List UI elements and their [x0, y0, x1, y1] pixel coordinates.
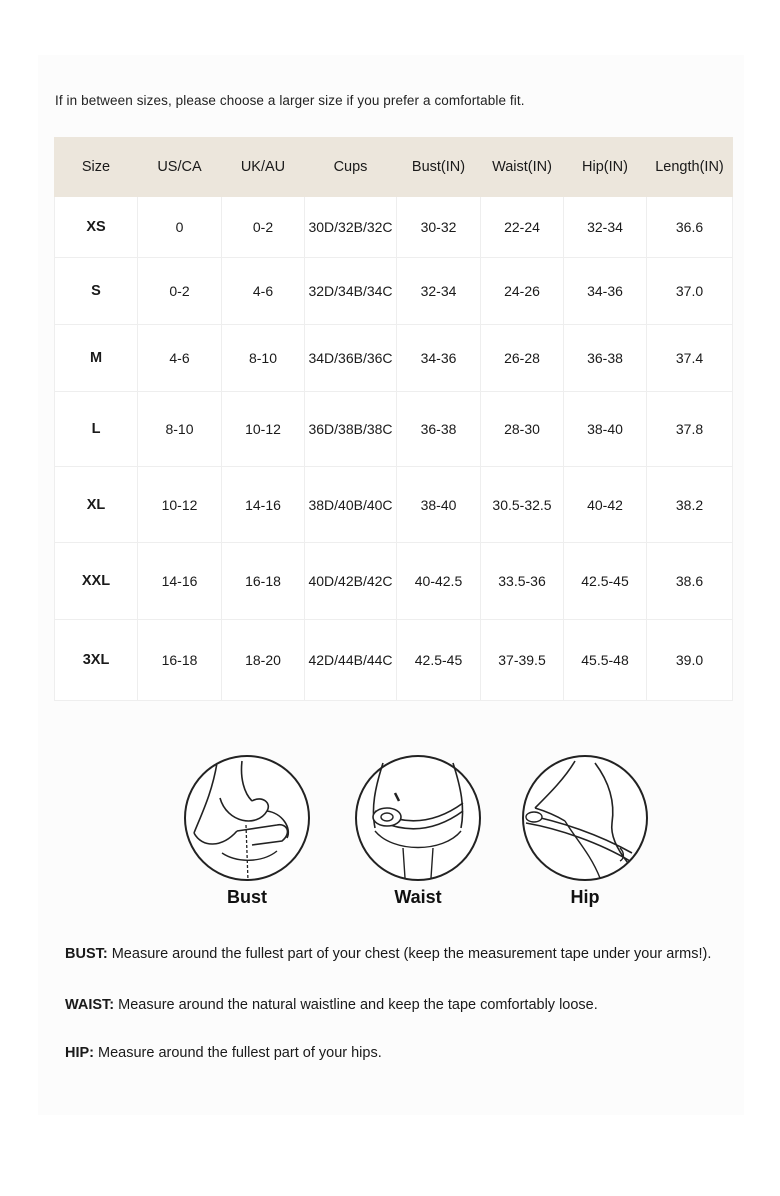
- hip-term: HIP:: [65, 1045, 94, 1061]
- table-cell: 10-12: [138, 467, 222, 543]
- table-cell: 37.0: [647, 258, 733, 325]
- table-cell: 38D/40B/40C: [305, 467, 397, 543]
- bust-text: Measure around the fullest part of your chest (keep the measurement tape under your arms!).: [107, 946, 712, 962]
- waist-label: Waist: [394, 887, 442, 907]
- table-cell: 36D/38B/38C: [305, 392, 397, 467]
- table-cell: 45.5-48: [564, 620, 647, 701]
- table-cell: 32-34: [397, 258, 481, 325]
- size-cell: XS: [55, 197, 138, 258]
- table-cell: 38-40: [397, 467, 481, 543]
- table-cell: 16-18: [222, 543, 305, 620]
- table-cell: 32-34: [564, 197, 647, 258]
- table-cell: 37.8: [647, 392, 733, 467]
- table-cell: 42.5-45: [397, 620, 481, 701]
- waist-figure: [348, 753, 488, 908]
- table-cell: 42D/44B/44C: [305, 620, 397, 701]
- table-row: [55, 258, 733, 325]
- table-row: [55, 325, 733, 392]
- table-row: [55, 197, 733, 258]
- table-cell: 26-28: [481, 325, 564, 392]
- sizing-note: If in between sizes, please choose a larger size if you prefer a comfortable fit.: [55, 93, 525, 108]
- table-cell: 36-38: [564, 325, 647, 392]
- table-cell: 30.5-32.5: [481, 467, 564, 543]
- table-header-row: [55, 138, 733, 197]
- table-cell: 0-2: [222, 197, 305, 258]
- table-cell: 10-12: [222, 392, 305, 467]
- table-cell: 4-6: [138, 325, 222, 392]
- hip-measure-icon: [520, 753, 650, 883]
- size-cell: S: [55, 258, 138, 325]
- waist-text: Measure around the natural waistline and keep the tape comfortably loose.: [114, 997, 598, 1013]
- table-cell: 8-10: [138, 392, 222, 467]
- table-row: [55, 392, 733, 467]
- hip-text: Measure around the fullest part of your hips.: [94, 1045, 382, 1061]
- table-cell: 4-6: [222, 258, 305, 325]
- size-cell: XL: [55, 467, 138, 543]
- table-cell: 34-36: [397, 325, 481, 392]
- table-row: [55, 620, 733, 701]
- column-header: US/CA: [138, 138, 222, 197]
- column-header: Bust(IN): [397, 138, 481, 197]
- hip-instruction: [65, 1045, 382, 1061]
- table-cell: 24-26: [481, 258, 564, 325]
- table-cell: 18-20: [222, 620, 305, 701]
- table-cell: 28-30: [481, 392, 564, 467]
- bust-term: BUST:: [65, 946, 108, 962]
- table-cell: 39.0: [647, 620, 733, 701]
- table-cell: 38-40: [564, 392, 647, 467]
- table-cell: 42.5-45: [564, 543, 647, 620]
- table-cell: 0-2: [138, 258, 222, 325]
- table-cell: 34-36: [564, 258, 647, 325]
- column-header: Size: [55, 138, 138, 197]
- table-cell: 30D/32B/32C: [305, 197, 397, 258]
- table-cell: 0: [138, 197, 222, 258]
- hip-figure: [515, 753, 655, 908]
- table-cell: 32D/34B/34C: [305, 258, 397, 325]
- table-row: [55, 467, 733, 543]
- table-cell: 37.4: [647, 325, 733, 392]
- column-header: UK/AU: [222, 138, 305, 197]
- table-cell: 38.2: [647, 467, 733, 543]
- table-cell: 30-32: [397, 197, 481, 258]
- waist-measure-icon: [353, 753, 483, 883]
- table-cell: 40-42.5: [397, 543, 481, 620]
- table-cell: 38.6: [647, 543, 733, 620]
- table-cell: 8-10: [222, 325, 305, 392]
- table-cell: 34D/36B/36C: [305, 325, 397, 392]
- size-cell: L: [55, 392, 138, 467]
- table-row: [55, 543, 733, 620]
- table-cell: 36.6: [647, 197, 733, 258]
- bust-label: Bust: [227, 887, 267, 907]
- table-cell: 36-38: [397, 392, 481, 467]
- column-header: Waist(IN): [481, 138, 564, 197]
- size-chart-table: [54, 137, 733, 701]
- size-cell: M: [55, 325, 138, 392]
- table-cell: 16-18: [138, 620, 222, 701]
- column-header: Length(IN): [647, 138, 733, 197]
- table-cell: 14-16: [222, 467, 305, 543]
- table-cell: 40-42: [564, 467, 647, 543]
- hip-label: Hip: [570, 887, 600, 907]
- bust-measure-icon: [182, 753, 312, 883]
- size-cell: XXL: [55, 543, 138, 620]
- bust-figure: [177, 753, 317, 908]
- bust-instruction: [65, 946, 711, 962]
- waist-term: WAIST:: [65, 997, 115, 1013]
- table-cell: 40D/42B/42C: [305, 543, 397, 620]
- table-cell: 33.5-36: [481, 543, 564, 620]
- table-cell: 14-16: [138, 543, 222, 620]
- table-cell: 37-39.5: [481, 620, 564, 701]
- column-header: Cups: [305, 138, 397, 197]
- size-cell: 3XL: [55, 620, 138, 701]
- table-cell: 22-24: [481, 197, 564, 258]
- waist-instruction: [65, 997, 598, 1013]
- column-header: Hip(IN): [564, 138, 647, 197]
